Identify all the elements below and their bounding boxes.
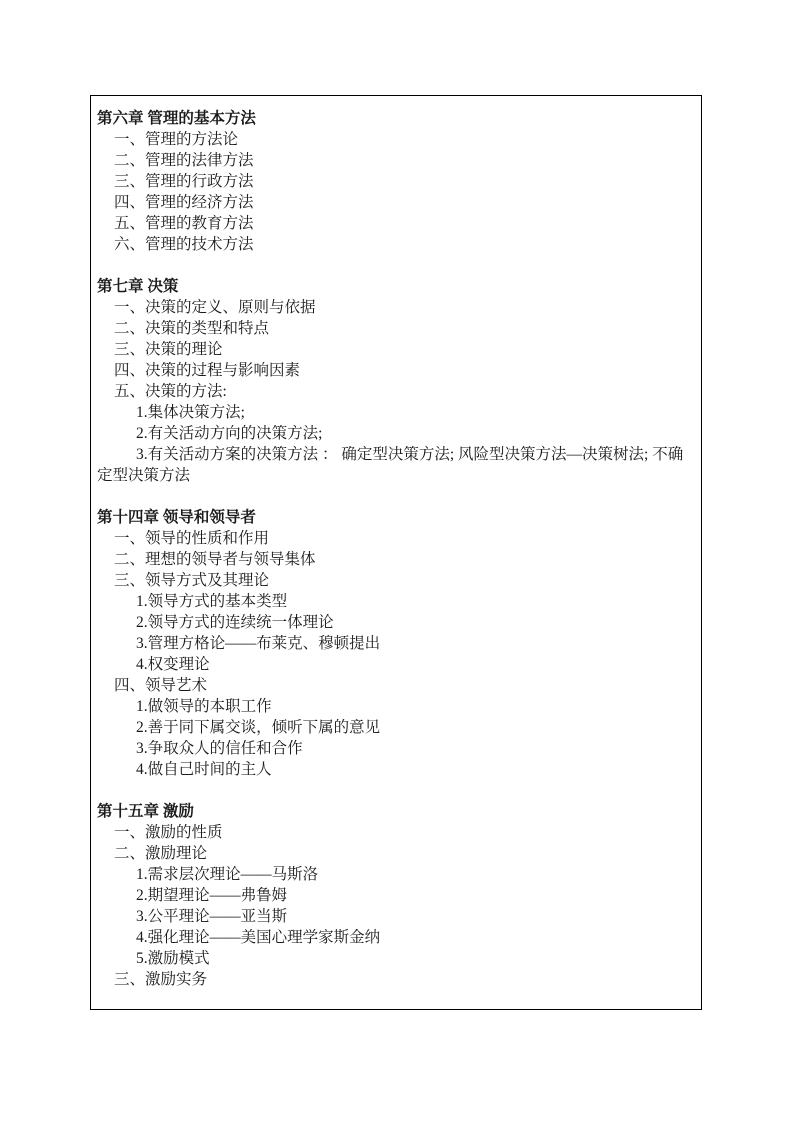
- outline-item: 四、领导艺术: [114, 677, 208, 694]
- outline-item: 三、管理的行政方法: [114, 173, 254, 190]
- outline-item: 4.权变理论: [136, 656, 210, 673]
- outline-item: 五、决策的方法:: [114, 383, 227, 400]
- outline-item: 3.争取众人的信任和合作: [136, 740, 303, 757]
- outline-item: 4.强化理论——美国心理学家斯金纳: [136, 929, 381, 946]
- outline-item: 2.有关活动方向的决策方法;: [136, 425, 323, 442]
- outline-item: 三、决策的理论: [114, 341, 223, 358]
- outline-item: 四、管理的经济方法: [114, 194, 254, 211]
- outline-item: 一、激励的性质: [114, 824, 223, 841]
- outline-item: 3.管理方格论——布莱克、穆顿提出: [136, 635, 381, 652]
- outline-item: 三、激励实务: [114, 971, 208, 988]
- chapter-section: [97, 801, 695, 990]
- outline-item: 五、管理的教育方法: [114, 215, 254, 232]
- chapter-title: 第七章 决策: [97, 278, 179, 295]
- outline-item: 2.善于同下属交谈，倾听下属的意见: [136, 719, 381, 736]
- outline-item: 1.领导方式的基本类型: [136, 593, 288, 610]
- chapter-section: [97, 507, 695, 780]
- chapter-title: 第六章 管理的基本方法: [97, 110, 256, 127]
- chapter-title: 第十四章 领导和领导者: [97, 509, 256, 526]
- outline-item: 4.做自己时间的主人: [136, 761, 272, 778]
- outline-item: 一、决策的定义、原则与依据: [114, 299, 316, 316]
- outline-item: 二、理想的领导者与领导集体: [114, 551, 316, 568]
- outline-item: 3.有关活动方案的决策方法 ： 确定型决策方法; 风险型决策方法—决策树法; 不确定型决策方法: [97, 446, 684, 484]
- chapter-section: [97, 276, 695, 486]
- outline-item: 5.激励模式: [136, 950, 210, 967]
- outline-item: 二、管理的法律方法: [114, 152, 254, 169]
- outline-item: 二、决策的类型和特点: [114, 320, 270, 337]
- outline-item: 一、管理的方法论: [114, 131, 239, 148]
- outline-item: 3.公平理论——亚当斯: [136, 908, 288, 925]
- outline-item: 2.领导方式的连续统一体理论: [136, 614, 334, 631]
- outline-item: 四、决策的过程与影响因素: [114, 362, 301, 379]
- chapter-title: 第十五章 激励: [97, 803, 194, 820]
- outline-item: 一、领导的性质和作用: [114, 530, 270, 547]
- outline-border-box: [90, 95, 702, 1010]
- outline-item: 1.需求层次理论——马斯洛: [136, 866, 319, 883]
- outline-item: 六、管理的技术方法: [114, 236, 254, 253]
- outline-item: 三、领导方式及其理论: [114, 572, 270, 589]
- outline-item: 2.期望理论——弗鲁姆: [136, 887, 288, 904]
- chapter-section: [97, 108, 695, 255]
- outline-item: 1.集体决策方法;: [136, 404, 245, 421]
- outline-item: 二、激励理论: [114, 845, 208, 862]
- outline-item: 1.做领导的本职工作: [136, 698, 272, 715]
